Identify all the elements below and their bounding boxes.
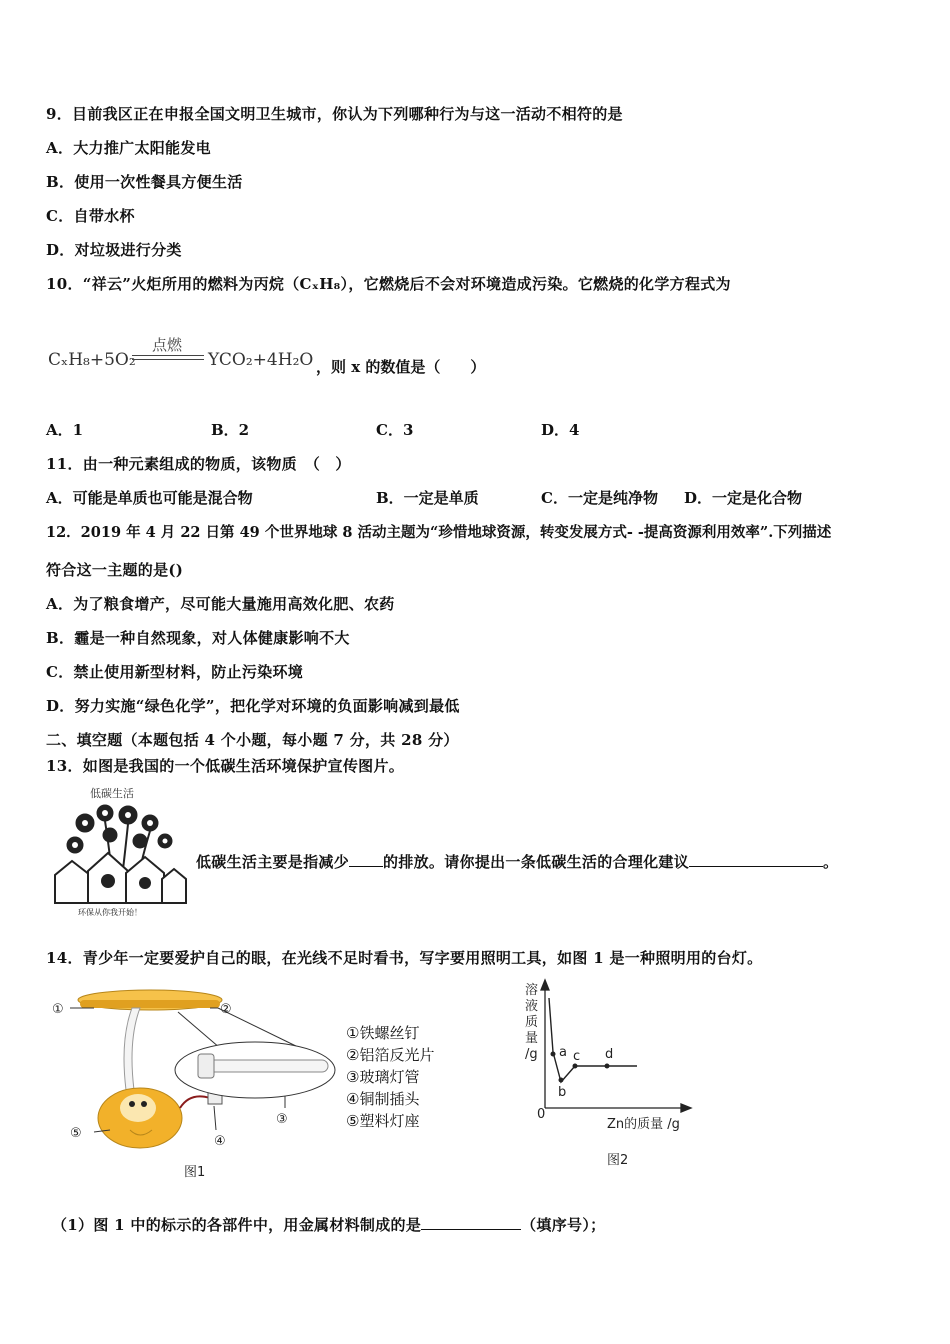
equation-suffix: ，则 x 的数值是（ ）	[316, 358, 486, 376]
q14-sub1-blank[interactable]	[421, 1215, 521, 1230]
y-label-unit: /g	[525, 1047, 538, 1062]
lamp-arm	[124, 1008, 140, 1090]
q12-option-b: B．霾是一种自然现象，对人体健康影响不大	[46, 629, 350, 647]
figure-2-label: 图2	[607, 1153, 629, 1168]
section-title: 二、填空题（本题包括 4 个小题，每小题 7 分，共 28 分）	[46, 731, 459, 749]
low-carbon-poster	[50, 783, 190, 918]
q14-stem: 14．青少年一定要爱护自己的眼，在光线不足时看书，写字要用照明工具，如图 1 是一种照明用的台灯。	[46, 949, 763, 967]
glass-tube	[198, 1060, 328, 1072]
q9-option-b: B．使用一次性餐具方便生活	[46, 173, 243, 191]
y-label-char-2: 液	[525, 999, 539, 1014]
legend-item-2: ②铝箔反光片	[346, 1046, 435, 1064]
marker-5: ⑤	[70, 1126, 82, 1141]
q13-text-part1: 低碳生活主要是指减少	[196, 853, 350, 871]
point-a	[551, 1052, 556, 1057]
point-label-d: d	[605, 1047, 614, 1062]
poster-caption: 环保从你我开始！	[78, 908, 142, 917]
graph-origin: 0	[537, 1107, 546, 1122]
q11-option-a: A．可能是单质也可能是混合物	[46, 489, 253, 507]
q12-stem-line1: 12．2019 年 4 月 22 日第 49 个世界地球 8 活动主题为“珍惜地球资源，转变发展方式- -提高资源利用效率”.下列描述	[46, 524, 832, 541]
q10-option-a: A．1	[46, 421, 84, 439]
q13-fill-text	[196, 851, 838, 872]
equation-arrow-line-bottom	[132, 359, 204, 360]
marker-1: ①	[52, 1002, 64, 1017]
equation-condition: 点燃	[152, 336, 183, 354]
q13-text-part2: 的排放。请你提出一条低碳生活的合理化建议	[383, 853, 690, 871]
point-label-b: b	[558, 1085, 567, 1100]
legend-item-1: ①铁螺丝钉	[346, 1024, 420, 1042]
point-b	[559, 1078, 564, 1083]
equation-left: CₓH₈+5O₂	[48, 350, 136, 370]
equation-right: YCO₂+4H₂O	[208, 350, 314, 370]
legend-item-5: ⑤塑料灯座	[346, 1112, 420, 1130]
equation-arrow-line-top	[132, 355, 204, 356]
q10-option-b: B．2	[211, 421, 250, 439]
point-d	[605, 1064, 610, 1069]
q10-option-d: D．4	[541, 421, 580, 439]
q12-option-a: A．为了粮食增产，尽可能大量施用高效化肥、农药	[46, 595, 395, 613]
q13-stem: 13．如图是我国的一个低碳生活环境保护宣传图片。	[46, 757, 405, 775]
q13-text-end: 。	[823, 853, 839, 871]
q13-blank-2[interactable]	[689, 852, 823, 867]
lamp-parts-legend	[346, 1022, 434, 1132]
q11-stem: 11．由一种元素组成的物质，该物质 （ ）	[46, 455, 351, 473]
q10-stem: 10．“祥云”火炬所用的燃料为丙烷（CₓH₈），它燃烧后不会对环境造成污染。它燃烧的化学方程式为	[46, 275, 731, 293]
figure-1-label: 图1	[184, 1165, 206, 1180]
q12-stem-line2: 符合这一主题的是()	[46, 561, 184, 579]
lamp-shade-rim	[80, 1000, 220, 1008]
x-axis-label: Zn的质量 /g	[607, 1117, 680, 1132]
marker-3: ③	[276, 1112, 288, 1127]
poster-title: 低碳生活	[90, 787, 134, 800]
q9-stem: 9．目前我区正在申报全国文明卫生城市，你认为下列哪种行为与这一活动不相符的是	[46, 105, 623, 123]
marker-4: ④	[214, 1134, 226, 1149]
graph-curve	[549, 998, 637, 1082]
q12-option-d: D．努力实施“绿色化学”，把化学对环境的负面影响减到最低	[46, 697, 460, 715]
q9-option-d: D．对垃圾进行分类	[46, 241, 182, 259]
q14-sub1	[52, 1214, 605, 1235]
q10-option-c: C．3	[376, 421, 414, 439]
point-label-c: c	[573, 1049, 581, 1064]
q11-option-d: D．一定是化合物	[684, 489, 803, 507]
figure-1-desk-lamp	[40, 980, 340, 1185]
point-label-a: a	[559, 1045, 567, 1060]
q13-blank-1[interactable]	[349, 852, 383, 867]
q12-option-c: C．禁止使用新型材料，防止污染环境	[46, 663, 304, 681]
y-label-char-3: 质	[525, 1015, 539, 1030]
chemical-equation	[46, 336, 566, 380]
marker-2: ②	[220, 1002, 232, 1017]
figure-2-graph	[515, 978, 705, 1173]
q14-sub1-suffix: （填序号）；	[521, 1216, 606, 1234]
q11-option-c: C．一定是纯净物	[541, 489, 658, 507]
q11-option-b: B．一定是单质	[376, 489, 479, 507]
legend-item-3: ③玻璃灯管	[346, 1068, 420, 1086]
point-c	[573, 1064, 578, 1069]
q14-sub1-prefix: （1）图 1 中的标示的各部件中，用金属材料制成的是	[52, 1216, 422, 1234]
lamp-cord	[180, 1096, 210, 1108]
q9-option-c: C．自带水杯	[46, 207, 135, 225]
q9-option-a: A．大力推广太阳能发电	[46, 139, 211, 157]
legend-item-4: ④铜制插头	[346, 1090, 420, 1108]
y-label-char-4: 量	[525, 1031, 539, 1046]
y-label-char-1: 溶	[525, 983, 539, 998]
